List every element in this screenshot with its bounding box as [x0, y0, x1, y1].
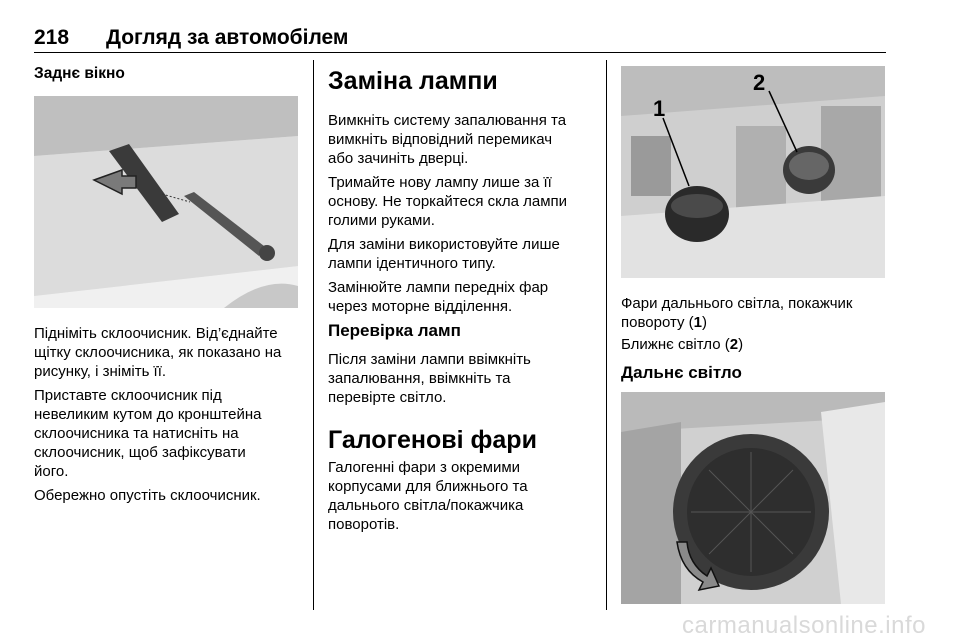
text-line: або зачиніть дверці.: [328, 150, 469, 167]
caption-line: [621, 335, 743, 354]
text-line: Обережно опустіть склоочисник.: [34, 487, 261, 504]
section-heading-halogen-headlights: Галогенові фари: [328, 426, 537, 454]
text-line: лампи ідентичного типу.: [328, 255, 496, 272]
section-heading-rear-window: Заднє вікно: [34, 65, 125, 82]
subheading-high-beam: Дальнє світло: [621, 363, 742, 382]
text-line: Вимкніть систему запалювання та: [328, 112, 567, 129]
text-line: основу. Не торкайтеся скла лампи: [328, 193, 568, 210]
text-line: вимкніть відповідний перемикач: [328, 131, 553, 148]
caption-text: ): [702, 314, 708, 331]
caption-number: 1: [693, 314, 703, 331]
high-beam-cover-illustration: [621, 392, 885, 604]
text-line: через моторне відділення.: [328, 298, 513, 315]
header-rule: [34, 52, 886, 53]
text-line: Тримайте нову лампу лише за її: [328, 174, 552, 191]
callout-label-1: 1: [653, 96, 666, 121]
caption-text: ): [738, 336, 744, 353]
column-divider: [313, 60, 314, 610]
text-line: перевірте світло.: [328, 389, 447, 406]
caption-number: 2: [729, 336, 739, 353]
text-line: корпусами для ближнього та: [328, 478, 528, 495]
page-title: Догляд за автомобілем: [106, 26, 349, 49]
page-number: 218: [34, 26, 70, 49]
text-line: поворотів.: [328, 516, 400, 533]
caption-line: [621, 313, 707, 332]
text-line: дальнього світла/покажчика: [328, 497, 524, 514]
text-line: його.: [34, 463, 69, 480]
text-line: Для заміни використовуйте лише: [328, 236, 560, 253]
page-header: [34, 26, 886, 52]
text-line: склоочисник, щоб зафіксувати: [34, 444, 246, 461]
text-line: Галогенні фари з окремими: [328, 459, 521, 476]
caption-line: Фари дальнього світла, покажчик: [621, 295, 853, 312]
text-line: запалювання, ввімкніть та: [328, 370, 511, 387]
text-line: щітку склоочисника, як показано на: [34, 344, 282, 361]
text-line: Замінюйте лампи передніх фар: [328, 279, 549, 296]
column-divider: [606, 60, 607, 610]
text-line: склоочисника та натисніть на: [34, 425, 239, 442]
headlight-housing-illustration: [621, 66, 885, 278]
section-heading-bulb-replacement: Заміна лампи: [328, 67, 498, 95]
text-line: невеликим кутом до кронштейна: [34, 406, 262, 423]
rear-wiper-illustration: [34, 96, 298, 308]
text-line: Приставте склоочисник під: [34, 387, 222, 404]
caption-text: Ближнє світло (: [621, 336, 730, 353]
caption-text: повороту (: [621, 314, 694, 331]
callout-label-2: 2: [753, 70, 766, 95]
subheading-bulb-check: Перевірка ламп: [328, 321, 461, 340]
text-line: Підніміть склоочисник. Від’єднайте: [34, 325, 278, 342]
text-line: Після заміни лампи ввімкніть: [328, 351, 531, 368]
watermark: carmanualsonline.info: [682, 612, 926, 639]
text-line: рисунку, і зніміть її.: [34, 363, 167, 380]
text-line: голими руками.: [328, 212, 435, 229]
